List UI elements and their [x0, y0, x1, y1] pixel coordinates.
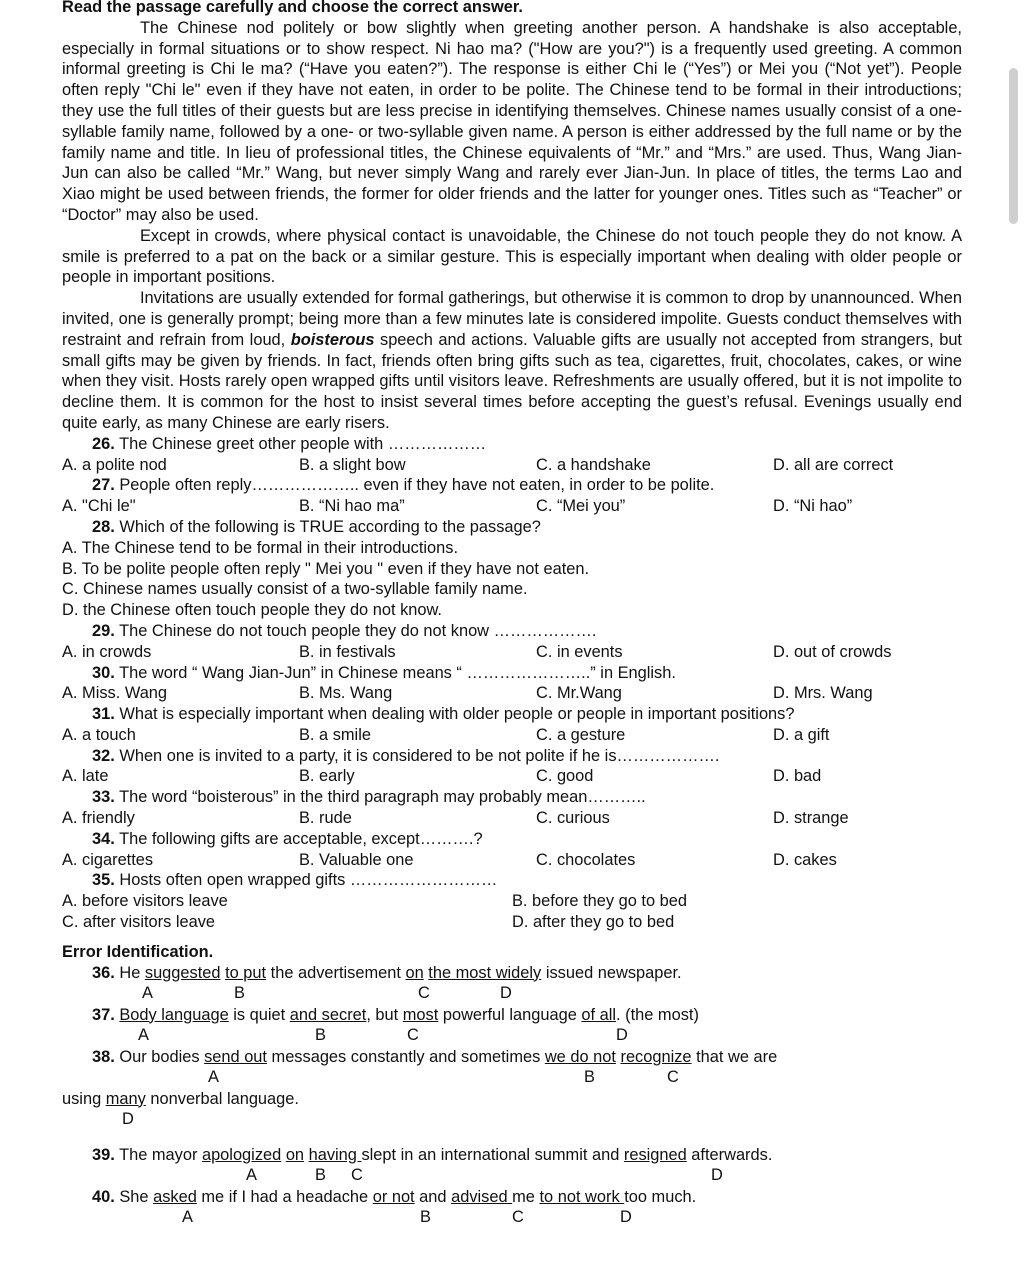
label-b: B: [315, 1165, 326, 1184]
option-a[interactable]: A. a polite nod: [62, 455, 167, 474]
option-d[interactable]: D. all are correct: [773, 455, 894, 474]
label-b: B: [420, 1207, 431, 1226]
option-b[interactable]: B. rude: [299, 809, 352, 828]
segment-a[interactable]: send out: [204, 1047, 267, 1066]
option-c[interactable]: C. after visitors leave: [62, 913, 216, 932]
option-b[interactable]: B. before they go to bed: [512, 892, 687, 911]
question-text: The word “boisterous” in the third paragraph may probably mean………..: [119, 788, 646, 807]
option-d[interactable]: D. Mrs. Wang: [773, 684, 873, 703]
option-b[interactable]: B. “Ni hao ma”: [299, 497, 405, 516]
question-33: 33. The word “boisterous” in the third paragraph may probably mean……….. A. friendly B. rude C. curious D. strange: [62, 788, 849, 828]
option-c[interactable]: C. in events: [536, 642, 623, 661]
option-c[interactable]: C. good: [536, 767, 594, 786]
option-d[interactable]: D. after they go to bed: [512, 913, 675, 932]
option-c[interactable]: C. chocolates: [536, 850, 636, 869]
question-30: 30. The word “ Wang Jian-Jun” in Chinese means “ …………………..” in English. A. Miss. Wang B. Ms. Wang C. Mr.Wang D. Mrs. Wang: [62, 663, 873, 703]
option-d[interactable]: D. out of crowds: [773, 642, 892, 661]
passage-paragraph-3: Invitations are usually extended for formal gatherings, but otherwise it is common to drop by unannounced. When invited, one is generally prompt; being more than a few minutes late is considered impolite. Guests conduct themselves with restraint and refrain from loud, boisterous speech and actions. Valuable gifts are usually not accepted from strangers, but small gifts may be given by friends. In fact, friends often bring gifts such as tea, cigarettes, fruit, chocolates, cakes, or wine when they visit. Hosts rarely open wrapped gifts until visitors leave. Refreshments are usually offered, but it is not impolite to decline them. It is common for the host to insist several times before accepting the guest’s refusal. Evenings usually end quite early, as many Chinese are early risers.: [62, 289, 962, 432]
option-d[interactable]: D. cakes: [773, 850, 837, 869]
label-d: D: [620, 1207, 632, 1226]
segment-d[interactable]: the most widely: [428, 963, 542, 982]
option-c[interactable]: C. “Mei you”: [536, 497, 626, 516]
question-text: When one is invited to a party, it is considered to be not polite if he is……………….: [119, 746, 720, 765]
option-a[interactable]: A. Miss. Wang: [62, 684, 168, 703]
option-a[interactable]: A. in crowds: [62, 642, 152, 661]
option-b[interactable]: B. Valuable one: [299, 850, 414, 869]
option-c[interactable]: C. a gesture: [536, 725, 626, 744]
label-d: D: [711, 1165, 723, 1184]
option-d[interactable]: D. “Ni hao”: [773, 497, 853, 516]
error-identification-heading: Error Identification.: [62, 942, 214, 961]
segment-a[interactable]: asked: [153, 1187, 197, 1206]
segment-b[interactable]: and secret: [289, 1005, 367, 1024]
question-29: 29. The Chinese do not touch people they do not know ………………. A. in crowds B. in festivals C. in events D. out of crowds: [62, 621, 892, 661]
option-b[interactable]: B. a slight bow: [299, 455, 406, 474]
option-a[interactable]: A. "Chi le": [62, 497, 136, 516]
question-31: 31. What is especially important when dealing with older people or people in important positions? A. a touch B. a smile C. a gesture D. a gift: [62, 705, 830, 744]
instructions-title: Read the passage carefully and choose the correct answer.: [62, 0, 523, 16]
scrollbar[interactable]: [1009, 68, 1018, 224]
worksheet-page: [62, 0, 962, 1229]
label-d: D: [616, 1025, 628, 1044]
segment-d[interactable]: of all: [581, 1005, 617, 1024]
option-a[interactable]: A. cigarettes: [62, 850, 154, 869]
segment-c[interactable]: having: [308, 1145, 362, 1164]
option-a[interactable]: A. friendly: [62, 809, 135, 828]
option-b[interactable]: B. in festivals: [299, 642, 396, 661]
label-b: B: [584, 1067, 595, 1086]
option-c[interactable]: C. a handshake: [536, 455, 651, 474]
label-a: A: [138, 1025, 149, 1044]
question-38-continued: using many nonverbal language. D: [62, 1089, 299, 1128]
question-text: What is especially important when dealing with older people or people in important positions?: [119, 705, 795, 724]
label-a: A: [246, 1165, 257, 1184]
label-d: D: [500, 983, 512, 1002]
option-d[interactable]: D. a gift: [773, 725, 830, 744]
segment-b[interactable]: on: [285, 1145, 305, 1164]
label-c: C: [418, 983, 430, 1002]
segment-d[interactable]: resigned: [623, 1145, 687, 1164]
question-text: The Chinese do not touch people they do not know ……………….: [119, 621, 597, 640]
segment-c[interactable]: most: [402, 1005, 439, 1024]
option-b[interactable]: B. a smile: [299, 725, 371, 744]
question-text: The word “ Wang Jian-Jun” in Chinese means “ …………………..” in English.: [119, 663, 676, 682]
option-c[interactable]: C. Chinese names usually consist of a two-syllable family name.: [62, 580, 528, 599]
question-32: 32. When one is invited to a party, it is considered to be not polite if he is………………. A. late B. early C. good D. bad: [62, 746, 822, 786]
option-c[interactable]: C. Mr.Wang: [536, 684, 622, 703]
segment-c[interactable]: recognize: [620, 1047, 692, 1066]
segment-d[interactable]: many: [105, 1089, 146, 1108]
option-d[interactable]: D. the Chinese often touch people they do not know.: [62, 601, 442, 620]
passage-paragraph-1: The Chinese nod politely or bow slightly when greeting another person. A handshake is also acceptable, especially in formal situations or to show respect. Ni hao ma? ("How are you?") is a frequently used greeting. A common informal greeting is Chi le ma? (“Have you eaten?”). The response is either Chi le (“Yes”) or Mei you (“Not yet”). People often reply "Chi le" even if they have not eaten, in order to be polite. The Chinese tend to be formal in their introductions; they use the full titles of their guests but are less precise in identifying themselves. Chinese names usually consist of a one-syllable family name, followed by a one- or two-syllable given name. A person is either addressed by the full name or by the family name and title. In lieu of professional titles, the Chinese equivalents of “Mr.” and “Mrs.” are used. Thus, Wang Jian-Jun can also be called “Mr.” Wang, but never simply Wang and rarely ever Jian-Jun. In place of titles, the terms Lao and Xiao might be used between friends, the former for older friends and the latter for younger ones. Titles such as “Teacher” or “Doctor” may also be used.: [62, 18, 962, 224]
option-a[interactable]: A. The Chinese tend to be formal in their introductions.: [62, 538, 459, 557]
question-text: Hosts often open wrapped gifts ………………………: [119, 871, 498, 890]
option-d[interactable]: D. strange: [773, 809, 849, 828]
option-b[interactable]: B. To be polite people often reply " Mei you " even if they have not eaten.: [62, 559, 590, 578]
option-a[interactable]: A. late: [62, 767, 109, 786]
question-37: 37. Body language is quiet and secret, but most powerful language of all. (the most) A B C D: [92, 1005, 699, 1044]
question-text: The Chinese greet other people with ………………: [119, 434, 487, 453]
option-b[interactable]: B. early: [299, 767, 355, 786]
question-text: Which of the following is TRUE according to the passage?: [119, 517, 541, 536]
segment-a[interactable]: Body language: [119, 1005, 229, 1024]
segment-c[interactable]: advised: [451, 1187, 513, 1206]
label-b: B: [234, 983, 245, 1002]
segment-a[interactable]: apologized: [201, 1145, 282, 1164]
question-38: 38. Our bodies send out messages constantly and sometimes we do not recognize that we are A B C: [92, 1047, 778, 1086]
segment-b[interactable]: or not: [372, 1187, 415, 1206]
label-c: C: [667, 1067, 679, 1086]
label-a: A: [208, 1067, 219, 1086]
question-26: 26. The Chinese greet other people with ……………… A. a polite nod B. a slight bow C. a handshake D. all are correct: [62, 434, 894, 474]
option-d[interactable]: D. bad: [773, 767, 822, 786]
passage-paragraph-2: Except in crowds, where physical contact is unavoidable, the Chinese do not touch people they do not know. A smile is preferred to a pat on the back or a similar gesture. This is especially important when dealing with older people or people in important positions.: [62, 226, 962, 287]
label-c: C: [407, 1025, 419, 1044]
option-c[interactable]: C. curious: [536, 809, 610, 828]
option-a[interactable]: A. before visitors leave: [62, 892, 228, 911]
question-text: The following gifts are acceptable, except……….?: [119, 829, 483, 848]
segment-d[interactable]: to not work: [539, 1187, 625, 1206]
question-27: 27. People often reply……………….. even if they have not eaten, in order to be polite. A. "Chi le" B. “Ni hao ma” C. “Mei you” D. “Ni hao”: [62, 476, 853, 516]
label-d: D: [122, 1109, 134, 1128]
question-39: 39. The mayor apologized on having slept in an international summit and resigned afterwards. A B C D: [92, 1145, 773, 1184]
question-35: 35. Hosts often open wrapped gifts ……………………… A. before visitors leave B. before they go to bed C. after visitors leave D. after they go to bed: [62, 870, 962, 932]
segment-b[interactable]: we do not: [544, 1047, 616, 1066]
option-a[interactable]: A. a touch: [62, 725, 136, 744]
question-34: 34. The following gifts are acceptable, except……….? A. cigarettes B. Valuable one C. chocolates D. cakes: [62, 829, 837, 869]
segment-a[interactable]: suggested: [144, 963, 221, 982]
label-a: A: [182, 1207, 193, 1226]
question-36: 36. He suggested to put the advertisement on the most widely issued newspaper. A B C D: [92, 963, 682, 1002]
segment-c[interactable]: on: [405, 963, 424, 982]
segment-b[interactable]: to put: [225, 963, 267, 982]
label-a: A: [142, 983, 153, 1002]
label-c: C: [512, 1207, 524, 1226]
question-text: People often reply……………….. even if they have not eaten, in order to be polite.: [119, 476, 715, 495]
question-28: 28. Which of the following is TRUE according to the passage? A. The Chinese tend to be formal in their introductions. B. To be polite people often reply " Mei you " even if they have not eaten. C. Chinese names usually consist of a two-syllable family name. D. the Chinese often touch people they do not know.: [62, 517, 962, 621]
label-c: C: [351, 1165, 363, 1184]
option-b[interactable]: B. Ms. Wang: [299, 684, 393, 703]
question-40: 40. She asked me if I had a headache or not and advised me to not work too much. A B C D: [92, 1187, 697, 1226]
keyword-boisterous: boisterous: [290, 330, 375, 349]
label-b: B: [315, 1025, 326, 1044]
